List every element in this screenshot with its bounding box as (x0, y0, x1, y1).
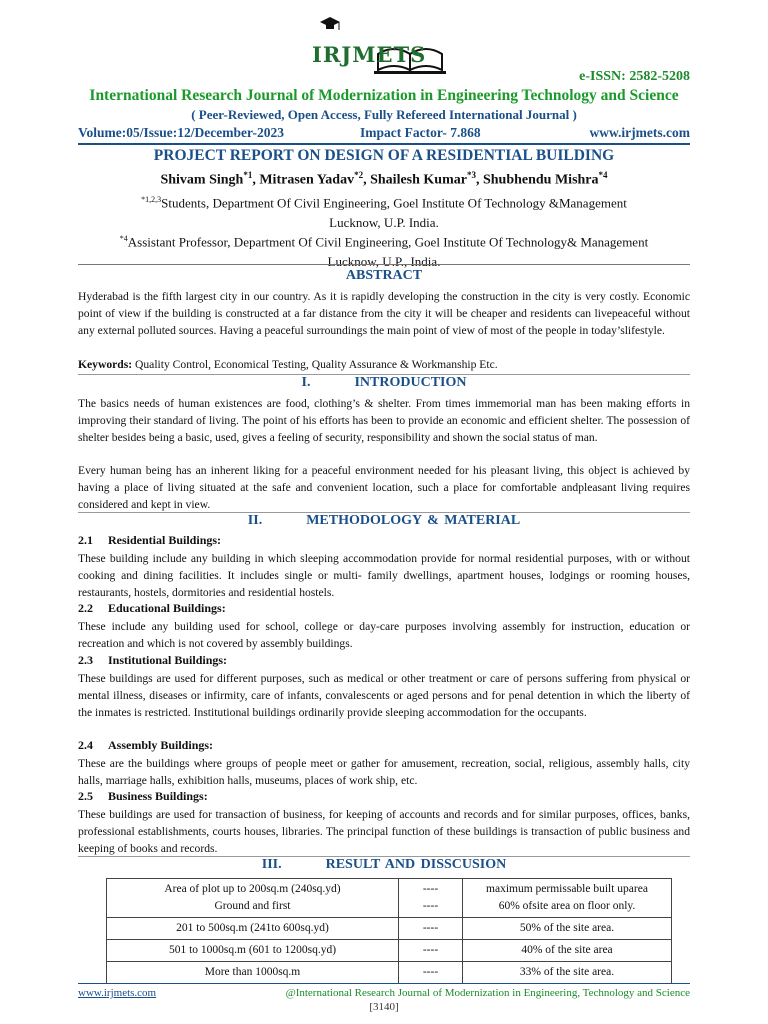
intro-paragraph: The basics needs of human existences are food, clothing’s & shelter. From times immemorial man has been making efforts in improving their standard of living. The point of his efforts has been to provide an economic and efficient shelter. The possession of shelter besides being a basic, used, gives a feeling of security, responsibility and shown the social status of man. (78, 397, 690, 444)
cell-line: Ground and first (214, 900, 291, 912)
author-sup: *3 (466, 170, 476, 180)
affiliation-sup: *4 (119, 234, 128, 243)
author-sup: *2 (354, 170, 364, 180)
table-cell: 33% of the site area. (463, 962, 672, 984)
subsection-number: 2.3 (78, 653, 93, 667)
subsection-title: Assembly Buildings: (108, 738, 214, 752)
subsection-text: These buildings are used for different purposes, such as medical or other treatment or care of persons suffering from physical or mental illness, diseases or infirmity, care of infants, convalescents or aged persons and for penal detention in which the liberty of the inmates is restricted. Institutional buildings ordinarily provide sleeping accommodation for the occupants. (78, 672, 690, 719)
footer-divider (78, 983, 690, 984)
subsection-title: Business Buildings: (108, 789, 208, 803)
journal-subtitle: ( Peer-Reviewed, Open Access, Fully Refereed International Journal ) (191, 107, 577, 122)
author-name: Mitrasen Yadav (259, 172, 355, 188)
table-cell: 40% of the site area (463, 940, 672, 962)
subsection-heading (78, 533, 221, 548)
paper-title: PROJECT REPORT ON DESIGN OF A RESIDENTIAL BUILDING (153, 147, 615, 164)
abstract-heading: ABSTRACT (345, 268, 423, 283)
keywords (78, 356, 690, 373)
subsection-number: 2.1 (78, 533, 93, 547)
subsection-title: Residential Buildings: (108, 533, 222, 547)
author-name: Shubhendu Mishra (482, 172, 599, 188)
author-list: Shivam Singh$^{*1}$, Mitrasen Yadav$^{*2}$, Shailesh Kumar$^{*3}$, Shubhendu Mishra$^{*4}$ (160, 170, 608, 188)
table-cell: 501 to 1000sq.m (601 to 1200sq.yd) (107, 940, 399, 962)
author-sup: *4 (598, 170, 608, 180)
footer-website-link[interactable]: www.irjmets.com (78, 987, 157, 999)
table-row (107, 879, 672, 918)
footer-copyright: @International Research Journal of Modernization in Engineering, Technology and Science (285, 987, 690, 999)
cell-line: ---- (422, 883, 439, 895)
table-cell: ---- (399, 918, 463, 940)
subsection-text: These buildings are used for transaction of business, for keeping of accounts and records and for similar purposes, offices, banks, professional establishments, courts houses, libraries. The principal function of these buildings is transaction of public business and keeping of books and records. (78, 808, 690, 855)
subsection-number: 2.2 (78, 601, 93, 615)
journal-logo (312, 14, 462, 84)
header-website[interactable]: www.irjmets.com (589, 125, 690, 140)
table-cell: 50% of the site area. (463, 918, 672, 940)
cell-line: 60% ofsite area on floor only. (498, 900, 636, 912)
table-cell: ---- (399, 962, 463, 984)
impact-factor: Impact Factor- 7.868 (360, 125, 481, 140)
subsection-heading (78, 738, 213, 753)
affiliation-line: Students, Department Of Civil Engineering, Goel Institute Of Technology &Management (161, 195, 627, 211)
affiliation-line: Lucknow, U.P. India. (329, 215, 439, 231)
table-cell: ---- (399, 940, 463, 962)
page-number: [3140] (369, 1001, 399, 1013)
cell-line: ---- (422, 900, 439, 912)
result-table (106, 878, 672, 984)
cell-line: maximum permissable built uparea (486, 883, 648, 895)
intro-paragraph: Every human being has an inherent liking for a peaceful environment needed for his pleasant living, this object is achieved by having a place of living situated at the safe and convenient location, such a place for comfortable andpleasant living requires considered and kept in view. (78, 464, 690, 511)
logo-text: IRJMETS (312, 42, 427, 67)
affiliation-professor (78, 229, 690, 272)
subsection-number: 2.4 (78, 738, 93, 752)
eissn: e-ISSN: 2582-5208 (579, 69, 690, 84)
intro-heading: I. INTRODUCTION (301, 375, 467, 390)
table-row (107, 962, 672, 984)
author-name: Shailesh Kumar (370, 172, 467, 188)
affiliation-students (78, 190, 690, 233)
subsection-title: Institutional Buildings: (108, 653, 228, 667)
table-cell (463, 879, 672, 918)
author-name: Shivam Singh (160, 172, 244, 188)
journal-title: International Research Journal of Modernization in Engineering Technology and Science (89, 87, 679, 104)
subsection-heading (78, 653, 227, 668)
table-row (107, 918, 672, 940)
table-cell (399, 879, 463, 918)
title-divider (78, 264, 690, 265)
subsection-text: These include any building used for school, college or day-care purposes involving assembly for instruction, education or recreation and which is not covered by assembly buildings. (78, 620, 690, 650)
subsection-text: These building include any building in which sleeping accommodation provide for normal residential purposes, with or without cooking and dining facilities. It includes single or multi- family dwellings, apartment houses, lodgings or rooming houses, restaurants, hostels, dormitories and residential hostels. (78, 552, 690, 599)
result-heading: III. RESULT AND DISSCUSION (261, 857, 507, 872)
affiliation-line: Lucknow, U.P., India. (327, 254, 441, 270)
affiliation-sup: *1,2,3 (141, 195, 162, 204)
author-sup: *1 (243, 170, 253, 180)
subsection-text: These are the buildings where groups of people meet or gather for amusement, recreation, social, religious, assembly halls, city halls, marriage halls, exhibition halls, museums, places of work ship, etc. (78, 757, 690, 787)
header-divider (78, 143, 690, 145)
keywords-text: Quality Control, Economical Testing, Quality Assurance & Workmanship Etc. (132, 358, 498, 371)
table-cell (107, 879, 399, 918)
subsection-heading (78, 789, 208, 804)
table-cell: More than 1000sq.m (107, 962, 399, 984)
cell-line: Area of plot up to 200sq.m (240sq.yd) (164, 883, 341, 895)
subsection-title: Educational Buildings: (108, 601, 226, 615)
abstract-text: Hyderabad is the fifth largest city in our country. As it is rapidly developing the construction in the city is very costly. Economic point of view if the building is constructed at a far distance from the city it will be cheaper and residents can livepeaceful without any external polluted sources. Having a peaceful surroundings the main point of view of most of the people in today’slifestyle. (78, 290, 690, 337)
subsection-number: 2.5 (78, 789, 93, 803)
affiliation-line: Assistant Professor, Department Of Civil Engineering, Goel Institute Of Technology& Management (127, 234, 649, 250)
keywords-label: Keywords: (78, 358, 133, 371)
subsection-heading (78, 601, 226, 616)
volume-issue: Volume:05/Issue:12/December-2023 (78, 125, 284, 140)
table-cell: 201 to 500sq.m (241to 600sq.yd) (107, 918, 399, 940)
table-row (107, 940, 672, 962)
methodology-heading: II. METHODOLOGY & MATERIAL (247, 513, 521, 528)
